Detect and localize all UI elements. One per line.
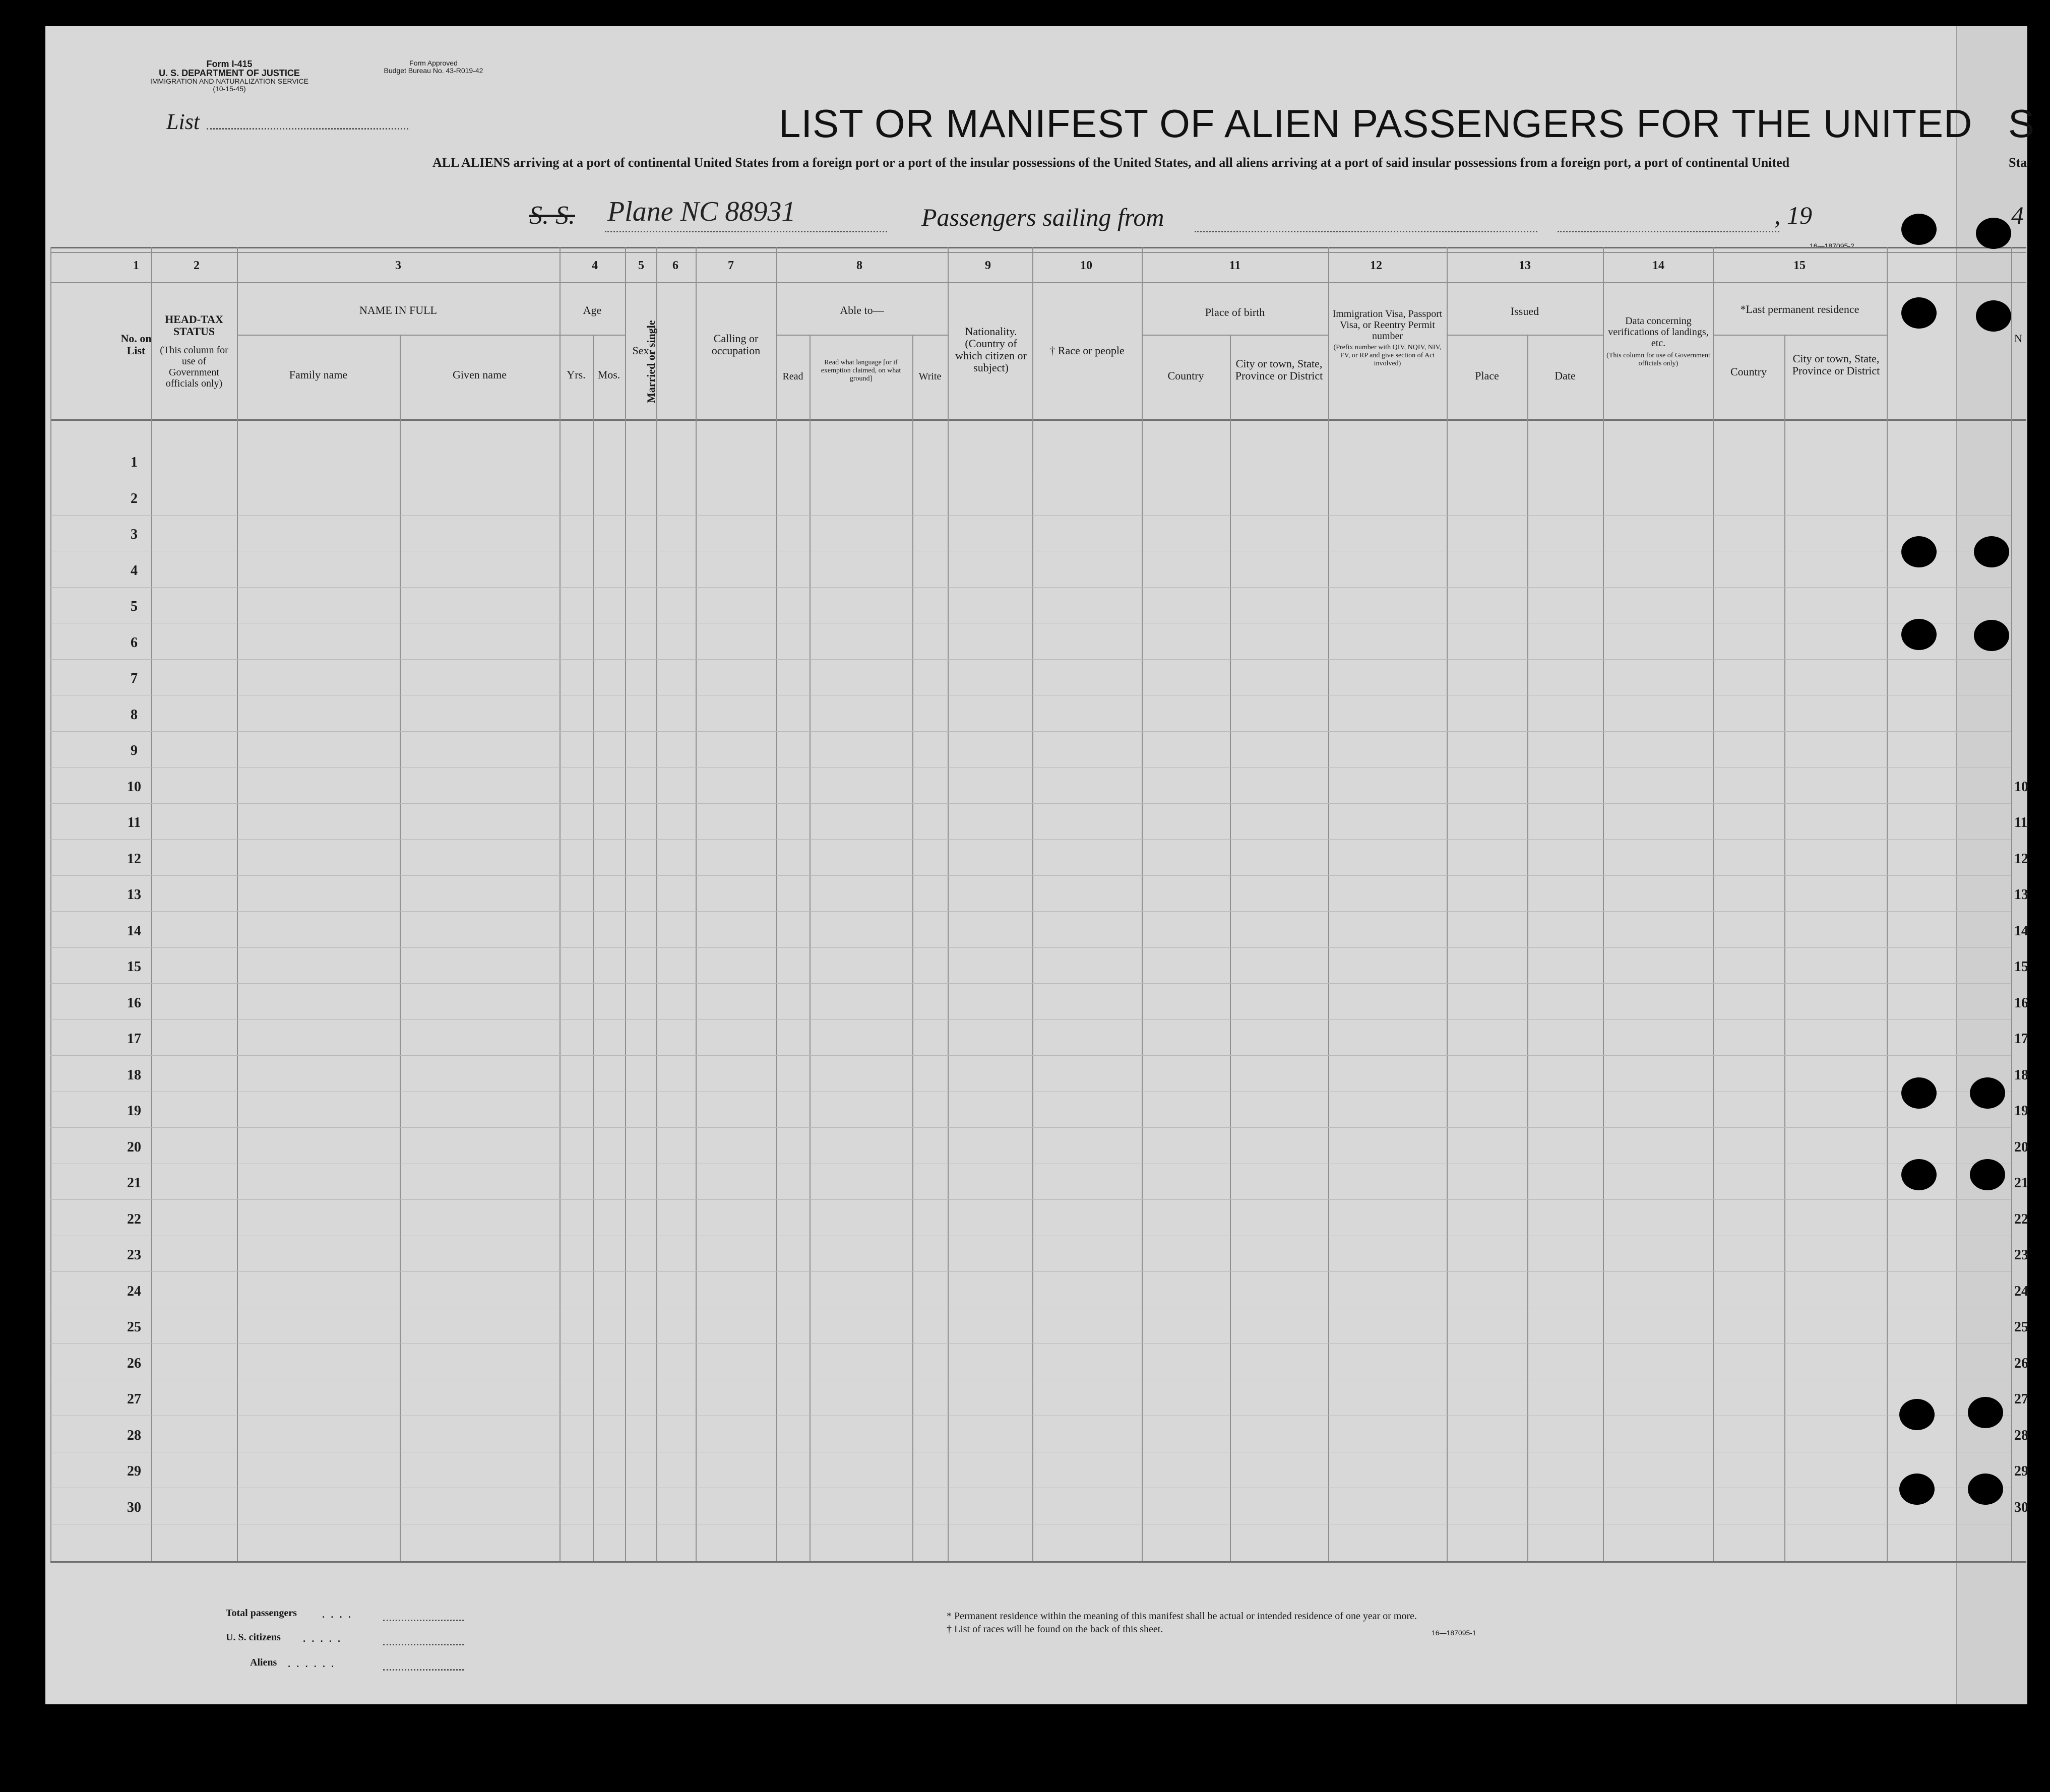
row-number: 4 — [131, 562, 138, 579]
edge-row-number: 10 — [2014, 779, 2028, 795]
manifest-title: LIST OR MANIFEST OF ALIEN PASSENGERS FOR THE UNITED — [779, 101, 1973, 146]
header-age-mos: Mos. — [597, 368, 620, 381]
row-rule — [50, 839, 2011, 840]
row-number: 30 — [127, 1499, 141, 1515]
col-num-3: 3 — [395, 259, 401, 272]
row-rule — [50, 1343, 2011, 1344]
header-sex: Sex — [632, 344, 649, 357]
edge-row-number: 18 — [2014, 1067, 2028, 1083]
col-line-2 — [237, 247, 238, 1561]
col-num-13: 13 — [1519, 259, 1531, 272]
row-number: 14 — [127, 923, 141, 939]
header-given-name: Given name — [453, 368, 507, 381]
edge-row-number: 27 — [2014, 1391, 2028, 1407]
col-line-9 — [776, 247, 777, 1561]
col-line-17 — [1447, 247, 1448, 1561]
row-number: 3 — [131, 527, 138, 542]
year-cut: 4 — [2011, 201, 2024, 229]
total-passengers-label: Total passengers — [226, 1608, 297, 1619]
ship-name-handwritten: Plane NC 88931 — [607, 196, 796, 227]
row-number: 24 — [127, 1283, 141, 1299]
header-head-tax — [156, 313, 232, 389]
edge-row-number: 21 — [2014, 1175, 2028, 1191]
col-num-2: 2 — [194, 259, 200, 272]
budget-bureau: Budget Bureau No. 43-R019-42 — [384, 67, 483, 75]
col-line-5 — [593, 335, 594, 1561]
row-rule — [50, 659, 2011, 660]
visa-title: Immigration Visa, Passport Visa, or Reentry Permit number — [1332, 308, 1443, 342]
edge-row-number: 28 — [2014, 1427, 2028, 1443]
footnote-permanent-residence: * Permanent residence within the meaning of this manifest shall be actual or intended residence of one year or more. — [947, 1611, 1417, 1622]
form-date: (10-15-45) — [213, 85, 246, 93]
header-residence-country: Country — [1730, 365, 1767, 378]
col-num-14: 14 — [1652, 259, 1664, 272]
row-number: 26 — [127, 1355, 141, 1371]
row-number: 7 — [131, 671, 138, 686]
name-subheader-line — [237, 335, 560, 336]
residence-subheader-line — [1713, 335, 1887, 336]
punch-hole — [1976, 218, 2011, 249]
col-num-1: 1 — [133, 259, 139, 272]
row-number: 10 — [127, 779, 141, 795]
manifest-title-cut: S — [2008, 101, 2035, 146]
edge-row-number: 19 — [2014, 1103, 2028, 1119]
total-leader-dots: .... — [322, 1606, 356, 1621]
row-rule — [50, 1199, 2011, 1200]
col-num-9: 9 — [985, 259, 991, 272]
footnote-races: † List of races will be found on the back of this sheet. — [947, 1624, 1163, 1635]
header-family-name: Family name — [289, 368, 348, 381]
header-nationality: Nationality. (Country of which citizen or subject) — [955, 325, 1027, 374]
row-number: 19 — [127, 1103, 141, 1119]
edge-row-number: 24 — [2014, 1283, 2028, 1299]
row-number: 27 — [127, 1391, 141, 1407]
col-num-5: 5 — [638, 259, 644, 272]
edge-row-number: 17 — [2014, 1031, 2028, 1047]
col-num-8: 8 — [856, 259, 862, 272]
edge-row-number: 20 — [2014, 1139, 2028, 1155]
visa-note: (Prefix number with QIV, NQIV, NIV, FV, or RP and give section of Act involved) — [1333, 344, 1442, 367]
col-num-6: 6 — [672, 259, 678, 272]
header-name-in-full: NAME IN FULL — [359, 304, 437, 316]
header-birth-country: Country — [1167, 369, 1204, 382]
row-number: 20 — [127, 1139, 141, 1155]
col-num-10: 10 — [1080, 259, 1092, 272]
row-rule — [50, 947, 2011, 948]
punch-hole — [1901, 619, 1937, 650]
row-rule — [50, 731, 2011, 732]
punch-hole — [1901, 1159, 1937, 1190]
col-line-0 — [50, 247, 51, 1561]
col-line-11 — [912, 335, 913, 1561]
header-race: † Race or people — [1049, 344, 1125, 357]
punch-hole — [1901, 297, 1937, 329]
form-approval — [353, 59, 514, 75]
col-line-12 — [948, 247, 949, 1561]
row-rule — [50, 587, 2011, 588]
header-calling: Calling or occupation — [711, 332, 761, 357]
edge-row-number: 11 — [2014, 815, 2028, 830]
row-number: 29 — [127, 1463, 141, 1479]
header-read: Read — [782, 371, 803, 382]
col-line-1 — [151, 247, 152, 1561]
header-visa — [1331, 308, 1444, 368]
able-subheader-line — [776, 335, 948, 336]
sailing-port-line — [1195, 231, 1537, 232]
form-identifier — [146, 59, 313, 93]
col-line-15 — [1230, 335, 1231, 1561]
row-number: 15 — [127, 959, 141, 975]
row-number: 12 — [127, 851, 141, 867]
header-write: Write — [918, 371, 942, 382]
header-place-of-birth: Place of birth — [1205, 306, 1265, 318]
header-read-language: Read what language [or if exemption claimed, on what ground] — [821, 359, 901, 382]
row-number: 11 — [127, 815, 141, 830]
col-line-7 — [656, 247, 657, 1561]
ship-prefix: S. S. — [529, 201, 575, 230]
birth-subheader-line — [1142, 335, 1328, 336]
manifest-subtitle: ALL ALIENS arriving at a port of continental United States from a foreign port or a port of the insular possessions of the United States, and all aliens arriving at a port of said insular possessions from a foreign port, a port of continental United — [432, 155, 1790, 170]
punch-hole — [1974, 620, 2009, 651]
edge-row-number: 14 — [2014, 923, 2028, 939]
form-service: IMMIGRATION AND NATURALIZATION SERVICE — [150, 77, 308, 85]
year-prefix: , 19 — [1774, 201, 1812, 229]
punch-hole — [1901, 214, 1937, 245]
form-number: Form I-415 — [206, 59, 253, 69]
col-num-12: 12 — [1370, 259, 1382, 272]
edge-row-number: 26 — [2014, 1355, 2028, 1371]
sailing-from-label: Passengers sailing from — [921, 203, 1164, 231]
age-subheader-line — [560, 335, 625, 336]
row-rule — [50, 1019, 2011, 1020]
col-line-20 — [1713, 247, 1714, 1561]
col-line-16 — [1328, 247, 1329, 1561]
edge-row-number: 13 — [2014, 887, 2028, 903]
us-citizens-label: U. S. citizens — [226, 1632, 281, 1643]
punch-hole — [1899, 1399, 1935, 1430]
punch-hole — [1970, 1077, 2005, 1109]
manifest-subtitle-cut: Sta — [2009, 155, 2027, 170]
ship-name-line — [605, 231, 887, 232]
punch-hole — [1976, 300, 2011, 332]
row-rule — [50, 803, 2011, 804]
row-number: 9 — [131, 743, 138, 758]
punch-hole — [1968, 1474, 2003, 1505]
col-line-6 — [625, 247, 626, 1561]
punch-hole — [1901, 1077, 1937, 1109]
list-number-line — [207, 128, 408, 130]
head-tax-note: (This column for use of Government officials only) — [160, 345, 228, 389]
us-citizens-line — [383, 1644, 464, 1645]
table-bottom-border — [50, 1561, 2026, 1563]
row-number: 25 — [127, 1319, 141, 1335]
row-rule — [50, 515, 2011, 516]
col-num-7: 7 — [728, 259, 734, 272]
col-line-21 — [1784, 335, 1785, 1561]
edge-row-number: 29 — [2014, 1463, 2028, 1479]
aliens-leader-dots: ...... — [287, 1655, 340, 1670]
col-num-4: 4 — [592, 259, 598, 272]
print-code-top: 16—187095-2 — [1810, 242, 1854, 250]
form-department: U. S. DEPARTMENT OF JUSTICE — [159, 68, 300, 78]
header-issued: Issued — [1510, 305, 1539, 317]
row-rule — [50, 1127, 2011, 1128]
header-birth-city: City or town, State, Province or District — [1235, 357, 1323, 382]
row-rule — [50, 911, 2011, 912]
issued-subheader-line — [1447, 335, 1603, 336]
punch-hole — [1970, 1159, 2005, 1190]
punch-hole — [1968, 1397, 2003, 1428]
col-line-3 — [400, 335, 401, 1561]
col-line-14 — [1142, 247, 1143, 1561]
aliens-label: Aliens — [250, 1657, 277, 1668]
header-able-to: Able to— — [840, 304, 884, 316]
row-number: 17 — [127, 1031, 141, 1047]
row-number: 16 — [127, 995, 141, 1011]
header-married-single: Married or single — [645, 320, 657, 403]
punch-hole — [1899, 1474, 1935, 1505]
col-num-15: 15 — [1793, 259, 1806, 272]
edge-row-number: 15 — [2014, 959, 2028, 975]
edge-row-number: 16 — [2014, 995, 2028, 1011]
row-number: 2 — [131, 490, 138, 506]
row-number: 22 — [127, 1211, 141, 1227]
header-issued-place: Place — [1475, 369, 1499, 382]
aliens-line — [383, 1669, 464, 1671]
manifest-sheet — [45, 26, 2026, 1704]
verifications-note: (This column for use of Government officials only) — [1606, 352, 1710, 367]
edge-row-number: 23 — [2014, 1247, 2028, 1263]
edge-row-number: 22 — [2014, 1211, 2028, 1227]
row-number: 1 — [131, 455, 138, 470]
form-approved: Form Approved — [409, 59, 458, 67]
col-line-4 — [560, 247, 561, 1561]
edge-row-number: 30 — [2014, 1499, 2028, 1515]
header-age: Age — [583, 304, 602, 316]
col-line-23 — [2011, 247, 2012, 1561]
col-line-10 — [810, 335, 811, 1561]
head-tax-title: HEAD-TAX STATUS — [165, 313, 223, 338]
row-number: 28 — [127, 1427, 141, 1443]
row-number: 8 — [131, 707, 138, 723]
row-number: 18 — [127, 1067, 141, 1083]
header-verifications — [1605, 315, 1711, 368]
table-top-border — [50, 247, 2026, 248]
header-issued-date: Date — [1555, 369, 1576, 382]
col-line-13 — [1032, 247, 1033, 1561]
column-number-divider — [50, 282, 2026, 283]
citizens-leader-dots: ..... — [302, 1630, 346, 1645]
row-number: 21 — [127, 1175, 141, 1191]
row-rule — [50, 1055, 2011, 1056]
col-line-18 — [1527, 335, 1528, 1561]
header-bottom-border — [50, 419, 2026, 421]
edge-row-number: 25 — [2014, 1319, 2028, 1335]
header-age-yrs: Yrs. — [567, 368, 586, 381]
header-residence-city: City or town, State, Province or District — [1792, 352, 1880, 377]
list-label: List — [166, 109, 200, 134]
header-next-sheet-cut: N — [2014, 332, 2022, 345]
print-code-bottom: 16—187095-1 — [1432, 1629, 1476, 1637]
col-line-19 — [1603, 247, 1604, 1561]
header-last-residence: *Last permanent residence — [1740, 303, 1859, 315]
row-rule — [50, 1271, 2011, 1272]
punch-hole — [1974, 536, 2009, 567]
row-number: 6 — [131, 634, 138, 651]
header-no-on-list: No. on List — [120, 332, 152, 357]
col-line-8 — [696, 247, 697, 1561]
col-num-11: 11 — [1229, 259, 1241, 272]
row-rule — [50, 875, 2011, 876]
total-passengers-line — [383, 1620, 464, 1621]
row-number: 23 — [127, 1247, 141, 1263]
table-top-border-inner — [50, 252, 2026, 253]
col-line-22 — [1887, 247, 1888, 1561]
punch-hole — [1901, 536, 1937, 567]
edge-row-number: 12 — [2014, 851, 2028, 867]
row-number: 5 — [131, 599, 138, 614]
row-rule — [50, 983, 2011, 984]
verifications-title: Data concerning verifications of landings, etc. — [1608, 315, 1709, 349]
sailing-date-line — [1558, 231, 1779, 232]
row-number: 13 — [127, 887, 141, 903]
